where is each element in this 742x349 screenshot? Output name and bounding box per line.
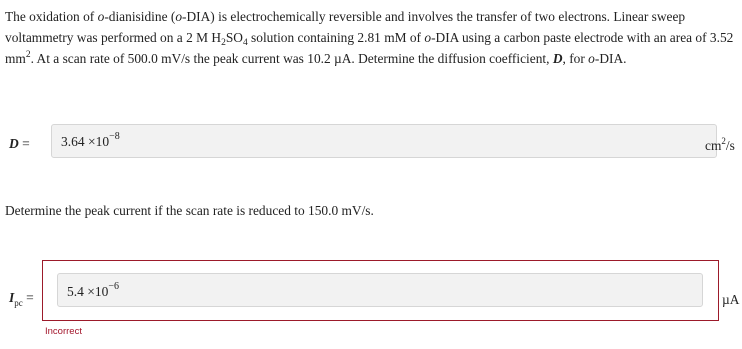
problem-text-3: -DIA) is electrochemically reversible and involves the transfer of two electrons. Linear sweep voltammetry was performed on a 2 M H: [5, 9, 686, 45]
problem-text-9: -DIA.: [594, 51, 627, 66]
problem-text-7: . At a scan rate of 500.0 mV/s the peak current was 10.2 µA. Determine the diffusion coefficient,: [30, 51, 553, 66]
answer2-mantissa: 5.4: [67, 284, 84, 299]
answer2-equals: =: [22, 290, 34, 305]
problem-text-1: The oxidation of: [5, 9, 98, 24]
superscript-2: 2: [25, 50, 31, 60]
answer2-var-sub: pc: [14, 298, 23, 308]
answer1-equals: =: [18, 136, 30, 151]
question-2: Determine the peak current if the scan rate is reduced to 150.0 mV/s.: [5, 203, 374, 218]
answer1-label: [9, 136, 30, 152]
answer1-times-ten: ×10: [84, 134, 110, 149]
problem-italic-o-2: o: [175, 9, 183, 24]
answer1-unit: [705, 138, 735, 154]
answer2-times-ten: ×10: [83, 284, 109, 299]
answer2-unit: µA: [722, 292, 740, 307]
answer1-value: [61, 131, 120, 150]
problem-italic-o-4: o: [588, 51, 595, 66]
answer1-unit-sup: 2: [721, 136, 726, 146]
answer2-var: I: [9, 290, 15, 305]
answer2-value: [67, 281, 120, 300]
problem-var-d: D: [552, 51, 563, 66]
answer2-exponent: −6: [108, 281, 120, 292]
problem-text-8: , for: [562, 51, 589, 66]
answer1-unit-base: cm: [705, 138, 722, 153]
answer1-unit-rest: /s: [725, 138, 735, 153]
problem-statement: [5, 6, 740, 69]
answer1-input[interactable]: [51, 124, 717, 158]
answer1-exponent: −8: [109, 131, 120, 142]
subscript-2: 2: [221, 38, 226, 48]
problem-text-5: solution containing 2.81 mM of: [247, 30, 425, 45]
answer1-var: D: [9, 136, 19, 151]
problem-italic-o-3: o: [424, 30, 432, 45]
problem-text-4: SO: [225, 30, 243, 45]
status-incorrect-label: Incorrect: [45, 326, 82, 337]
problem-italic-o-1: o: [97, 9, 105, 24]
problem-text-2: -dianisidine (: [104, 9, 176, 24]
answer2-label: [9, 290, 34, 306]
problem-text-6: -DIA using a carbon paste electrode with an area of 3.52 mm: [5, 30, 734, 66]
answer1-mantissa: 3.64: [61, 134, 85, 149]
answer2-input[interactable]: [57, 273, 703, 307]
subscript-4: 4: [242, 38, 248, 48]
